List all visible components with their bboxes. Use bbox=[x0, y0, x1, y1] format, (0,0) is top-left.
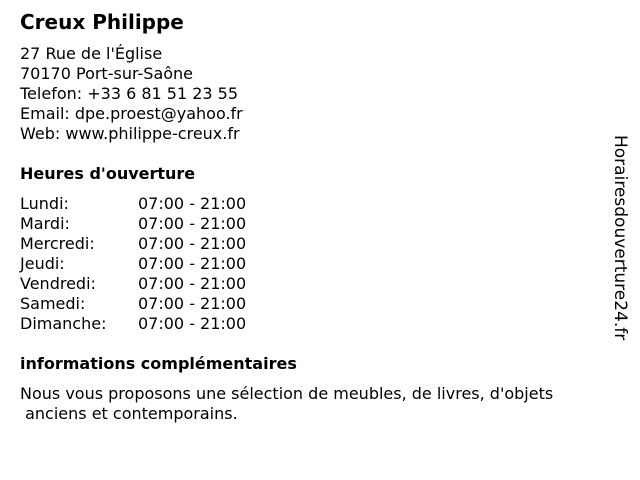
day-label: Mercredi: bbox=[20, 234, 95, 253]
address-city: 70170 Port-sur-Saône bbox=[20, 64, 194, 83]
phone-text: Telefon: +33 6 81 51 23 55 bbox=[20, 84, 239, 103]
contact-block bbox=[20, 44, 243, 144]
website-text: Web: www.philippe-creux.fr bbox=[20, 124, 240, 143]
day-label: Samedi: bbox=[20, 294, 86, 313]
time-range: 07:00 - 21:00 bbox=[138, 194, 247, 213]
day-label: Lundi: bbox=[20, 194, 69, 213]
day-label: Dimanche: bbox=[20, 314, 107, 333]
additional-info-text: Nous vous proposons une sélection de meubles, de livres, d'objets anciens et contemporains. bbox=[20, 384, 554, 423]
day-label: Jeudi: bbox=[20, 254, 65, 273]
time-range: 07:00 - 21:00 bbox=[138, 214, 247, 233]
time-range: 07:00 - 21:00 bbox=[138, 274, 247, 293]
time-range: 07:00 - 21:00 bbox=[138, 234, 247, 253]
time-range: 07:00 - 21:00 bbox=[138, 294, 247, 313]
site-watermark: Horairesdouverture24.fr bbox=[610, 135, 630, 341]
business-name: Creux Philippe bbox=[20, 10, 184, 34]
day-label: Vendredi: bbox=[20, 274, 96, 293]
day-label: Mardi: bbox=[20, 214, 70, 233]
time-range: 07:00 - 21:00 bbox=[138, 314, 247, 333]
additional-info-heading: informations complémentaires bbox=[20, 354, 297, 373]
opening-hours-heading: Heures d'ouverture bbox=[20, 164, 196, 183]
email-text: Email: dpe.proest@yahoo.fr bbox=[20, 104, 243, 123]
time-range: 07:00 - 21:00 bbox=[138, 254, 247, 273]
address-street: 27 Rue de l'Église bbox=[20, 44, 163, 63]
